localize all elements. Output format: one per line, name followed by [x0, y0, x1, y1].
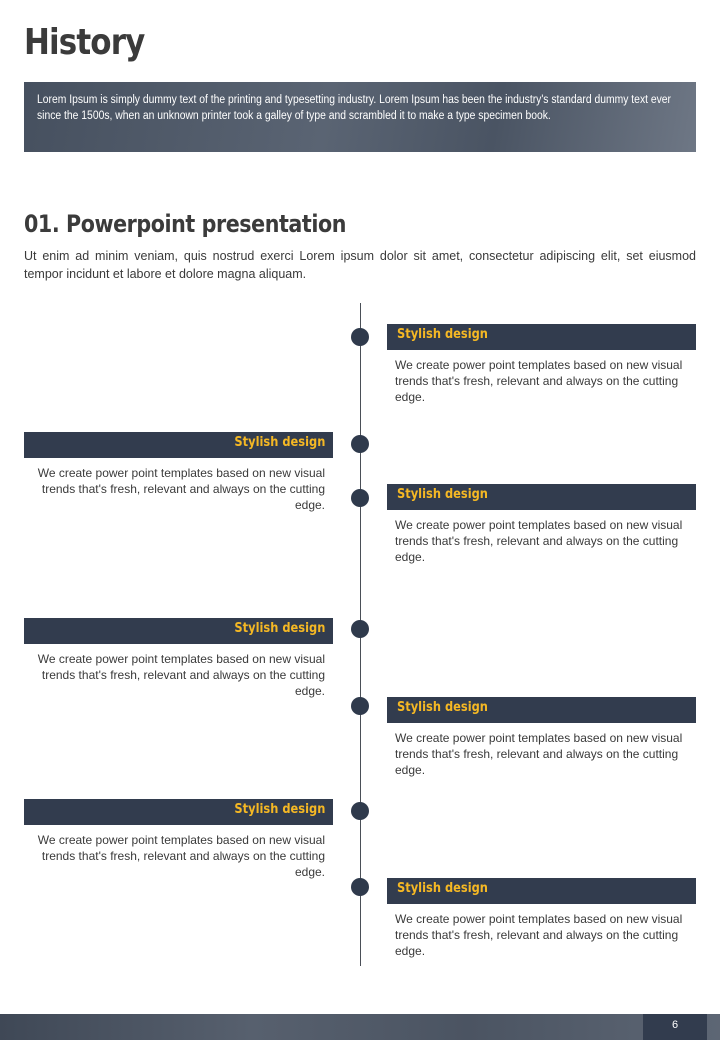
timeline-dot — [351, 435, 369, 453]
timeline-item-heading-bar — [24, 799, 333, 825]
timeline-dot — [351, 620, 369, 638]
timeline-item-text: We create power point templates based on new visual trends that's fresh, relevant and always on the cutting edge. — [395, 912, 683, 958]
timeline-item-heading: Stylish design — [234, 435, 325, 450]
timeline-item — [24, 799, 333, 880]
timeline-dot — [351, 802, 369, 820]
timeline-item-heading: Stylish design — [234, 621, 325, 636]
timeline-item-heading: Stylish design — [397, 881, 488, 896]
timeline-item-text: We create power point templates based on new visual trends that's fresh, relevant and always on the cutting edge. — [395, 358, 683, 404]
timeline-item-heading-bar — [387, 697, 696, 723]
timeline-item — [387, 878, 696, 959]
timeline-item-heading: Stylish design — [234, 802, 325, 817]
timeline-item-text: We create power point templates based on new visual trends that's fresh, relevant and always on the cutting edge. — [37, 652, 325, 698]
intro-banner-text: Lorem Ipsum is simply dummy text of the printing and typesetting industry. Lorem Ipsum has been the industry's standard dummy text ever since the 1500s, when an unknown printer took a galley of type and scrambled it to make a type specimen book. — [37, 94, 672, 122]
timeline-item — [387, 697, 696, 778]
timeline-dot — [351, 878, 369, 896]
timeline-item-text: We create power point templates based on new visual trends that's fresh, relevant and always on the cutting edge. — [395, 518, 683, 564]
timeline-item-heading-bar — [387, 484, 696, 510]
timeline-item-heading: Stylish design — [397, 327, 488, 342]
timeline-item-text: We create power point templates based on new visual trends that's fresh, relevant and always on the cutting edge. — [37, 833, 325, 879]
timeline-item-heading: Stylish design — [397, 700, 488, 715]
timeline-item-heading-bar — [387, 324, 696, 350]
timeline-dot — [351, 697, 369, 715]
intro-banner — [24, 82, 696, 152]
page-title: History — [24, 22, 145, 63]
page-footer — [0, 1014, 720, 1040]
timeline-item-heading: Stylish design — [397, 487, 488, 502]
timeline-item-heading-bar — [24, 618, 333, 644]
timeline-item-heading-bar — [387, 878, 696, 904]
timeline-item-text: We create power point templates based on new visual trends that's fresh, relevant and always on the cutting edge. — [395, 731, 683, 777]
section-body: Ut enim ad minim veniam, quis nostrud exerci Lorem ipsum dolor sit amet, consectetur adipiscing elit, set eiusmod tempor incidunt et labore et dolore magna aliquam. — [24, 249, 696, 281]
timeline-item — [24, 432, 333, 513]
page-number: 6 — [643, 1014, 707, 1040]
timeline-item — [387, 324, 696, 405]
timeline-dot — [351, 328, 369, 346]
timeline-item — [387, 484, 696, 565]
timeline-item-text: We create power point templates based on new visual trends that's fresh, relevant and always on the cutting edge. — [37, 466, 325, 512]
timeline-item-heading-bar — [24, 432, 333, 458]
timeline-dot — [351, 489, 369, 507]
timeline-item — [24, 618, 333, 699]
section-title: 01. Powerpoint presentation — [24, 210, 347, 238]
